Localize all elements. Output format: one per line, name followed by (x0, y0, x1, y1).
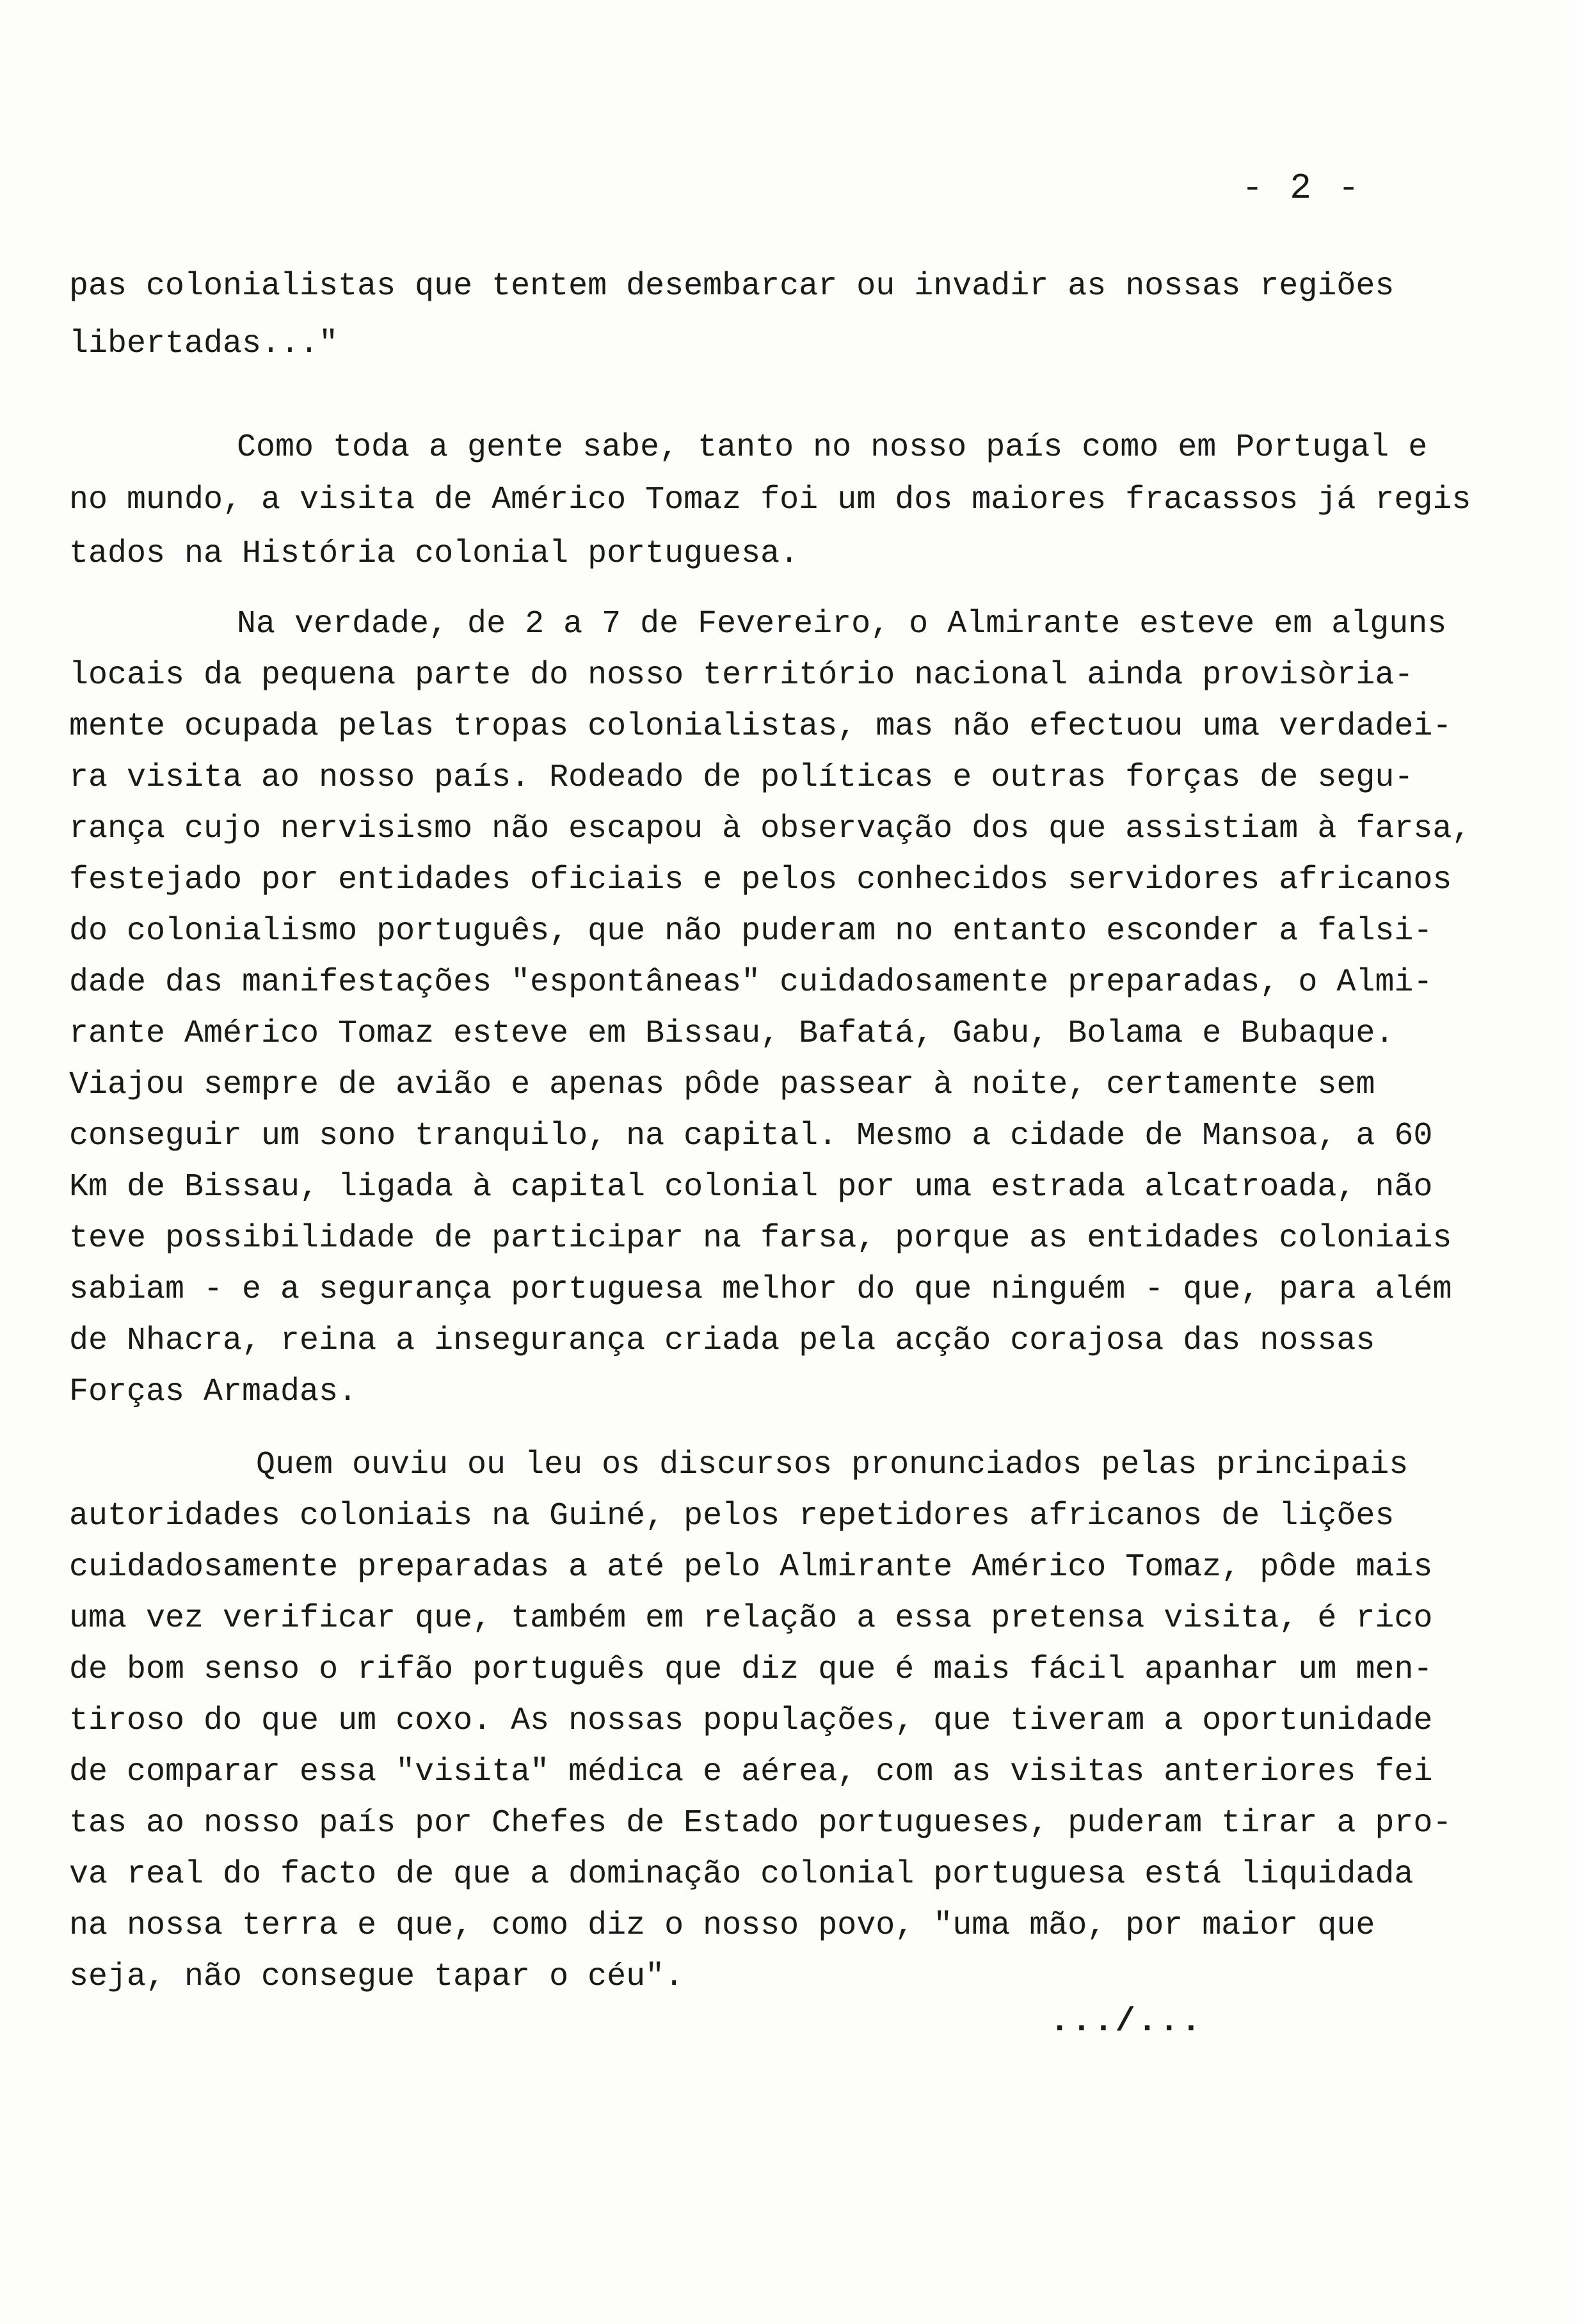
text-line: tiroso do que um coxo. As nossas populações, que tiveram a oportunidade (69, 1703, 1433, 1739)
text-line: tados na História colonial portuguesa. (69, 536, 799, 572)
text-line: de Nhacra, reina a insegurança criada pela acção corajosa das nossas (69, 1323, 1375, 1359)
text-line: Quem ouviu ou leu os discursos pronunciados pelas principais (256, 1447, 1409, 1483)
text-line: Forças Armadas. (69, 1374, 358, 1410)
text-line: Como toda a gente sabe, tanto no nosso país como em Portugal e (237, 429, 1428, 466)
text-line: va real do facto de que a dominação colonial portuguesa está liquidada (69, 1856, 1414, 1893)
continuation-marker: .../... (1050, 2003, 1203, 2041)
text-line: rante Américo Tomaz esteve em Bissau, Bafatá, Gabu, Bolama e Bubaque. (69, 1015, 1395, 1052)
text-line: libertadas..." (69, 326, 339, 362)
text-line: tas ao nosso país por Chefes de Estado portugueses, puderam tirar a pro- (69, 1805, 1452, 1842)
text-line: Km de Bissau, ligada à capital colonial por uma estrada alcatroada, não (69, 1169, 1433, 1206)
text-line: ra visita ao nosso país. Rodeado de políticas e outras forças de segu- (69, 760, 1414, 796)
text-line: rança cujo nervisismo não escapou à observação dos que assistiam à farsa, (69, 811, 1471, 847)
text-line: de bom senso o rifão português que diz que é mais fácil apanhar um men- (69, 1651, 1433, 1688)
page-number: - 2 - (1242, 168, 1363, 209)
text-line: no mundo, a visita de Américo Tomaz foi um dos maiores fracassos já regis (69, 482, 1471, 518)
text-line: cuidadosamente preparadas a até pelo Almirante Américo Tomaz, pôde mais (69, 1549, 1433, 1586)
text-line: conseguir um sono tranquilo, na capital. Mesmo a cidade de Mansoa, a 60 (69, 1118, 1433, 1154)
text-line: Na verdade, de 2 a 7 de Fevereiro, o Almirante esteve em alguns (237, 606, 1447, 642)
text-line: mente ocupada pelas tropas colonialistas, mas não efectuou uma verdadei- (69, 708, 1452, 745)
text-line: dade das manifestações "espontâneas" cuidadosamente preparadas, o Almi- (69, 964, 1433, 1001)
text-line: seja, não consegue tapar o céu". (69, 1959, 684, 1995)
text-line: de comparar essa "visita" médica e aérea, com as visitas anteriores fei (69, 1754, 1433, 1790)
text-line: autoridades coloniais na Guiné, pelos repetidores africanos de lições (69, 1498, 1395, 1534)
text-line: sabiam - e a segurança portuguesa melhor do que ninguém - que, para além (69, 1271, 1452, 1308)
text-line: teve possibilidade de participar na farsa, porque as entidades coloniais (69, 1220, 1452, 1257)
text-line: Viajou sempre de avião e apenas pôde passear à noite, certamente sem (69, 1067, 1375, 1103)
text-line: uma vez verificar que, também em relação a essa pretensa visita, é rico (69, 1600, 1433, 1637)
text-line: do colonialismo português, que não puderam no entanto esconder a falsi- (69, 913, 1433, 950)
text-line: na nossa terra e que, como diz o nosso povo, "uma mão, por maior que (69, 1907, 1375, 1944)
text-line: festejado por entidades oficiais e pelos conhecidos servidores africanos (69, 862, 1452, 898)
text-line: locais da pequena parte do nosso território nacional ainda provisòria- (69, 657, 1414, 694)
text-line: pas colonialistas que tentem desembarcar ou invadir as nossas regiões (69, 268, 1395, 305)
